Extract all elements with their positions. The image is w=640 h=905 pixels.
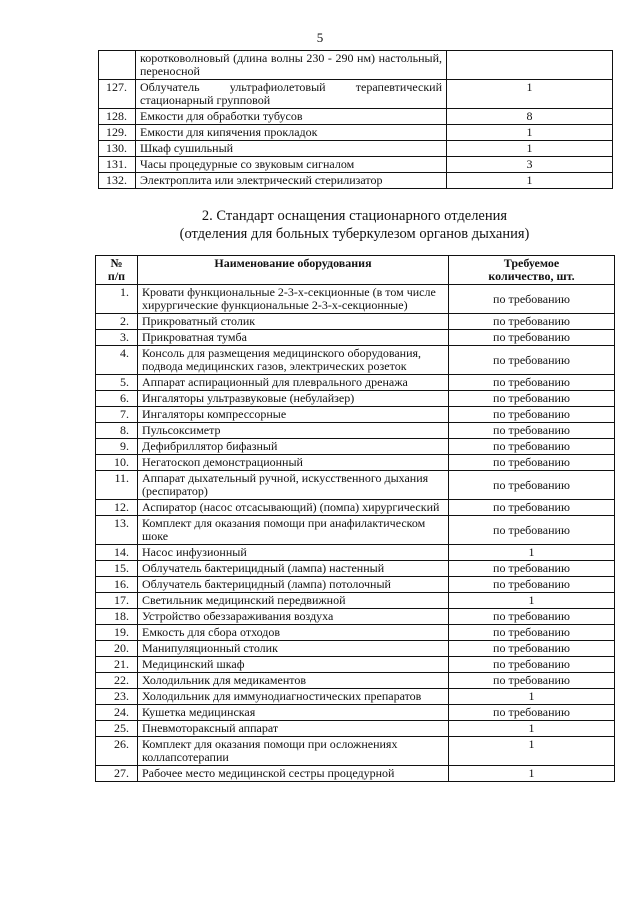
table-row	[96, 516, 615, 545]
row-number: 25.	[96, 721, 138, 737]
row-number	[99, 51, 136, 80]
required-quantity: 8	[447, 109, 613, 125]
equipment-name: Шкаф сушильный	[136, 141, 447, 157]
row-number: 17.	[96, 593, 138, 609]
equipment-name: Емкости для обработки тубусов	[136, 109, 447, 125]
required-quantity: по требованию	[449, 439, 615, 455]
table-row	[99, 141, 613, 157]
row-number: 27.	[96, 766, 138, 782]
required-quantity: 1	[449, 545, 615, 561]
table-row	[96, 330, 615, 346]
equipment-name: Аппарат аспирационный для плеврального дренажа	[138, 375, 449, 391]
table-row	[96, 625, 615, 641]
required-quantity: 1	[449, 689, 615, 705]
equipment-name: Консоль для размещения медицинского оборудования, подвода медицинских газов, электрических розеток	[138, 346, 449, 375]
equipment-name: Насос инфузионный	[138, 545, 449, 561]
table-row	[96, 657, 615, 673]
required-quantity: по требованию	[449, 705, 615, 721]
table-row	[96, 673, 615, 689]
section-subtitle-line: (отделения для больных туберкулезом органов дыхания)	[179, 226, 530, 242]
required-quantity: 1	[447, 141, 613, 157]
section-heading	[95, 207, 614, 243]
required-quantity: по требованию	[449, 609, 615, 625]
table-row	[96, 471, 615, 500]
equipment-name: Кушетка медицинская	[138, 705, 449, 721]
header-number-symbol: №	[110, 256, 123, 270]
table-row	[96, 609, 615, 625]
header-number-abbrev: п/п	[107, 269, 126, 283]
equipment-name: Аспиратор (насос отсасывающий) (помпа) хирургический	[138, 500, 449, 516]
row-number: 24.	[96, 705, 138, 721]
row-number: 1.	[96, 285, 138, 314]
equipment-name: коротковолновый (длина волны 230 - 290 нм) настольный, переносной	[136, 51, 447, 80]
table-row	[96, 455, 615, 471]
row-number: 12.	[96, 500, 138, 516]
table-row	[99, 80, 613, 109]
equipment-name: Ингаляторы ультразвуковые (небулайзер)	[138, 391, 449, 407]
equipment-name: Емкость для сбора отходов	[138, 625, 449, 641]
required-quantity: по требованию	[449, 641, 615, 657]
row-number: 21.	[96, 657, 138, 673]
table-row	[96, 314, 615, 330]
required-quantity: 1	[449, 721, 615, 737]
equipment-name: Прикроватный столик	[138, 314, 449, 330]
table-row	[96, 407, 615, 423]
row-number: 6.	[96, 391, 138, 407]
equipment-name: Облучатель бактерицидный (лампа) настенный	[138, 561, 449, 577]
table-row	[99, 109, 613, 125]
row-number: 131.	[99, 157, 136, 173]
equipment-name: Негатоскоп демонстрационный	[138, 455, 449, 471]
equipment-name: Манипуляционный столик	[138, 641, 449, 657]
required-quantity: по требованию	[449, 500, 615, 516]
equipment-name: Аппарат дыхательный ручной, искусственного дыхания (респиратор)	[138, 471, 449, 500]
required-quantity: по требованию	[449, 577, 615, 593]
table-row	[96, 375, 615, 391]
required-quantity: 1	[449, 593, 615, 609]
required-quantity: 1	[449, 737, 615, 766]
required-quantity: 1	[447, 80, 613, 109]
table-row	[99, 51, 613, 80]
table-row	[96, 439, 615, 455]
equipment-name: Устройство обеззараживания воздуха	[138, 609, 449, 625]
header-quantity-line1: Требуемое	[503, 256, 560, 270]
required-quantity: по требованию	[449, 423, 615, 439]
row-number: 9.	[96, 439, 138, 455]
row-number: 22.	[96, 673, 138, 689]
equipment-name: Светильник медицинский передвижной	[138, 593, 449, 609]
row-number: 16.	[96, 577, 138, 593]
table-row	[96, 500, 615, 516]
row-number: 2.	[96, 314, 138, 330]
equipment-name: Емкости для кипячения прокладок	[136, 125, 447, 141]
required-quantity: по требованию	[449, 375, 615, 391]
table-row	[96, 689, 615, 705]
required-quantity: по требованию	[449, 673, 615, 689]
required-quantity: по требованию	[449, 516, 615, 545]
table-row	[96, 346, 615, 375]
equipment-name: Прикроватная тумба	[138, 330, 449, 346]
table-row	[96, 545, 615, 561]
row-number: 132.	[99, 173, 136, 189]
required-quantity: по требованию	[449, 407, 615, 423]
row-number: 10.	[96, 455, 138, 471]
required-quantity: по требованию	[449, 330, 615, 346]
equipment-name: Холодильник для иммунодиагностических препаратов	[138, 689, 449, 705]
equipment-standard-table	[95, 255, 615, 782]
table-row	[96, 721, 615, 737]
row-number: 26.	[96, 737, 138, 766]
required-quantity: 1	[449, 766, 615, 782]
continued-equipment-table	[98, 50, 613, 189]
table-row	[99, 125, 613, 141]
equipment-name: Пневмотораксный аппарат	[138, 721, 449, 737]
equipment-name: Дефибриллятор бифазный	[138, 439, 449, 455]
table-row	[99, 157, 613, 173]
equipment-name: Ингаляторы компрессорные	[138, 407, 449, 423]
required-quantity: 1	[447, 125, 613, 141]
equipment-name: Облучатель ультрафиолетовый терапевтический стационарный групповой	[136, 80, 447, 109]
row-number: 3.	[96, 330, 138, 346]
required-quantity: по требованию	[449, 346, 615, 375]
equipment-name: Облучатель бактерицидный (лампа) потолочный	[138, 577, 449, 593]
equipment-name: Кровати функциональные 2-3-х-секционные (в том числе хирургические функциональные 2-3-х-секционные)	[138, 285, 449, 314]
table-row	[99, 173, 613, 189]
equipment-name: Комплект для оказания помощи при осложнениях коллапсотерапии	[138, 737, 449, 766]
table-row	[96, 641, 615, 657]
row-number: 20.	[96, 641, 138, 657]
table-row	[96, 593, 615, 609]
row-number: 11.	[96, 471, 138, 500]
row-number: 14.	[96, 545, 138, 561]
required-quantity: 3	[447, 157, 613, 173]
header-quantity-line2: количество, шт.	[488, 269, 575, 283]
table-row	[96, 561, 615, 577]
required-quantity: по требованию	[449, 391, 615, 407]
header-equipment-name: Наименование оборудования	[138, 256, 449, 285]
equipment-name: Пульсоксиметр	[138, 423, 449, 439]
row-number: 5.	[96, 375, 138, 391]
row-number: 8.	[96, 423, 138, 439]
equipment-name: Часы процедурные со звуковым сигналом	[136, 157, 447, 173]
required-quantity: 1	[447, 173, 613, 189]
row-number: 13.	[96, 516, 138, 545]
equipment-name: Медицинский шкаф	[138, 657, 449, 673]
row-number: 129.	[99, 125, 136, 141]
row-number: 15.	[96, 561, 138, 577]
equipment-name: Холодильник для медикаментов	[138, 673, 449, 689]
equipment-name: Электроплита или электрический стерилизатор	[136, 173, 447, 189]
table-row	[96, 423, 615, 439]
row-number: 18.	[96, 609, 138, 625]
table-header-row	[96, 256, 615, 285]
section-title-line: 2. Стандарт оснащения стационарного отделения	[201, 208, 508, 224]
required-quantity: по требованию	[449, 455, 615, 471]
required-quantity: по требованию	[449, 561, 615, 577]
row-number: 130.	[99, 141, 136, 157]
row-number: 7.	[96, 407, 138, 423]
table-row	[96, 285, 615, 314]
row-number: 127.	[99, 80, 136, 109]
table-row	[96, 577, 615, 593]
required-quantity: по требованию	[449, 471, 615, 500]
required-quantity: по требованию	[449, 625, 615, 641]
required-quantity: по требованию	[449, 657, 615, 673]
required-quantity: по требованию	[449, 285, 615, 314]
row-number: 19.	[96, 625, 138, 641]
page-number: 5	[316, 30, 324, 45]
table-row	[96, 737, 615, 766]
row-number: 4.	[96, 346, 138, 375]
equipment-name: Рабочее место медицинской сестры процедурной	[138, 766, 449, 782]
header-number	[96, 256, 138, 285]
table-row	[96, 391, 615, 407]
table-row	[96, 705, 615, 721]
equipment-name: Комплект для оказания помощи при анафилактическом шоке	[138, 516, 449, 545]
header-quantity	[449, 256, 615, 285]
required-quantity: по требованию	[449, 314, 615, 330]
row-number: 23.	[96, 689, 138, 705]
table-row	[96, 766, 615, 782]
row-number: 128.	[99, 109, 136, 125]
required-quantity	[447, 51, 613, 80]
